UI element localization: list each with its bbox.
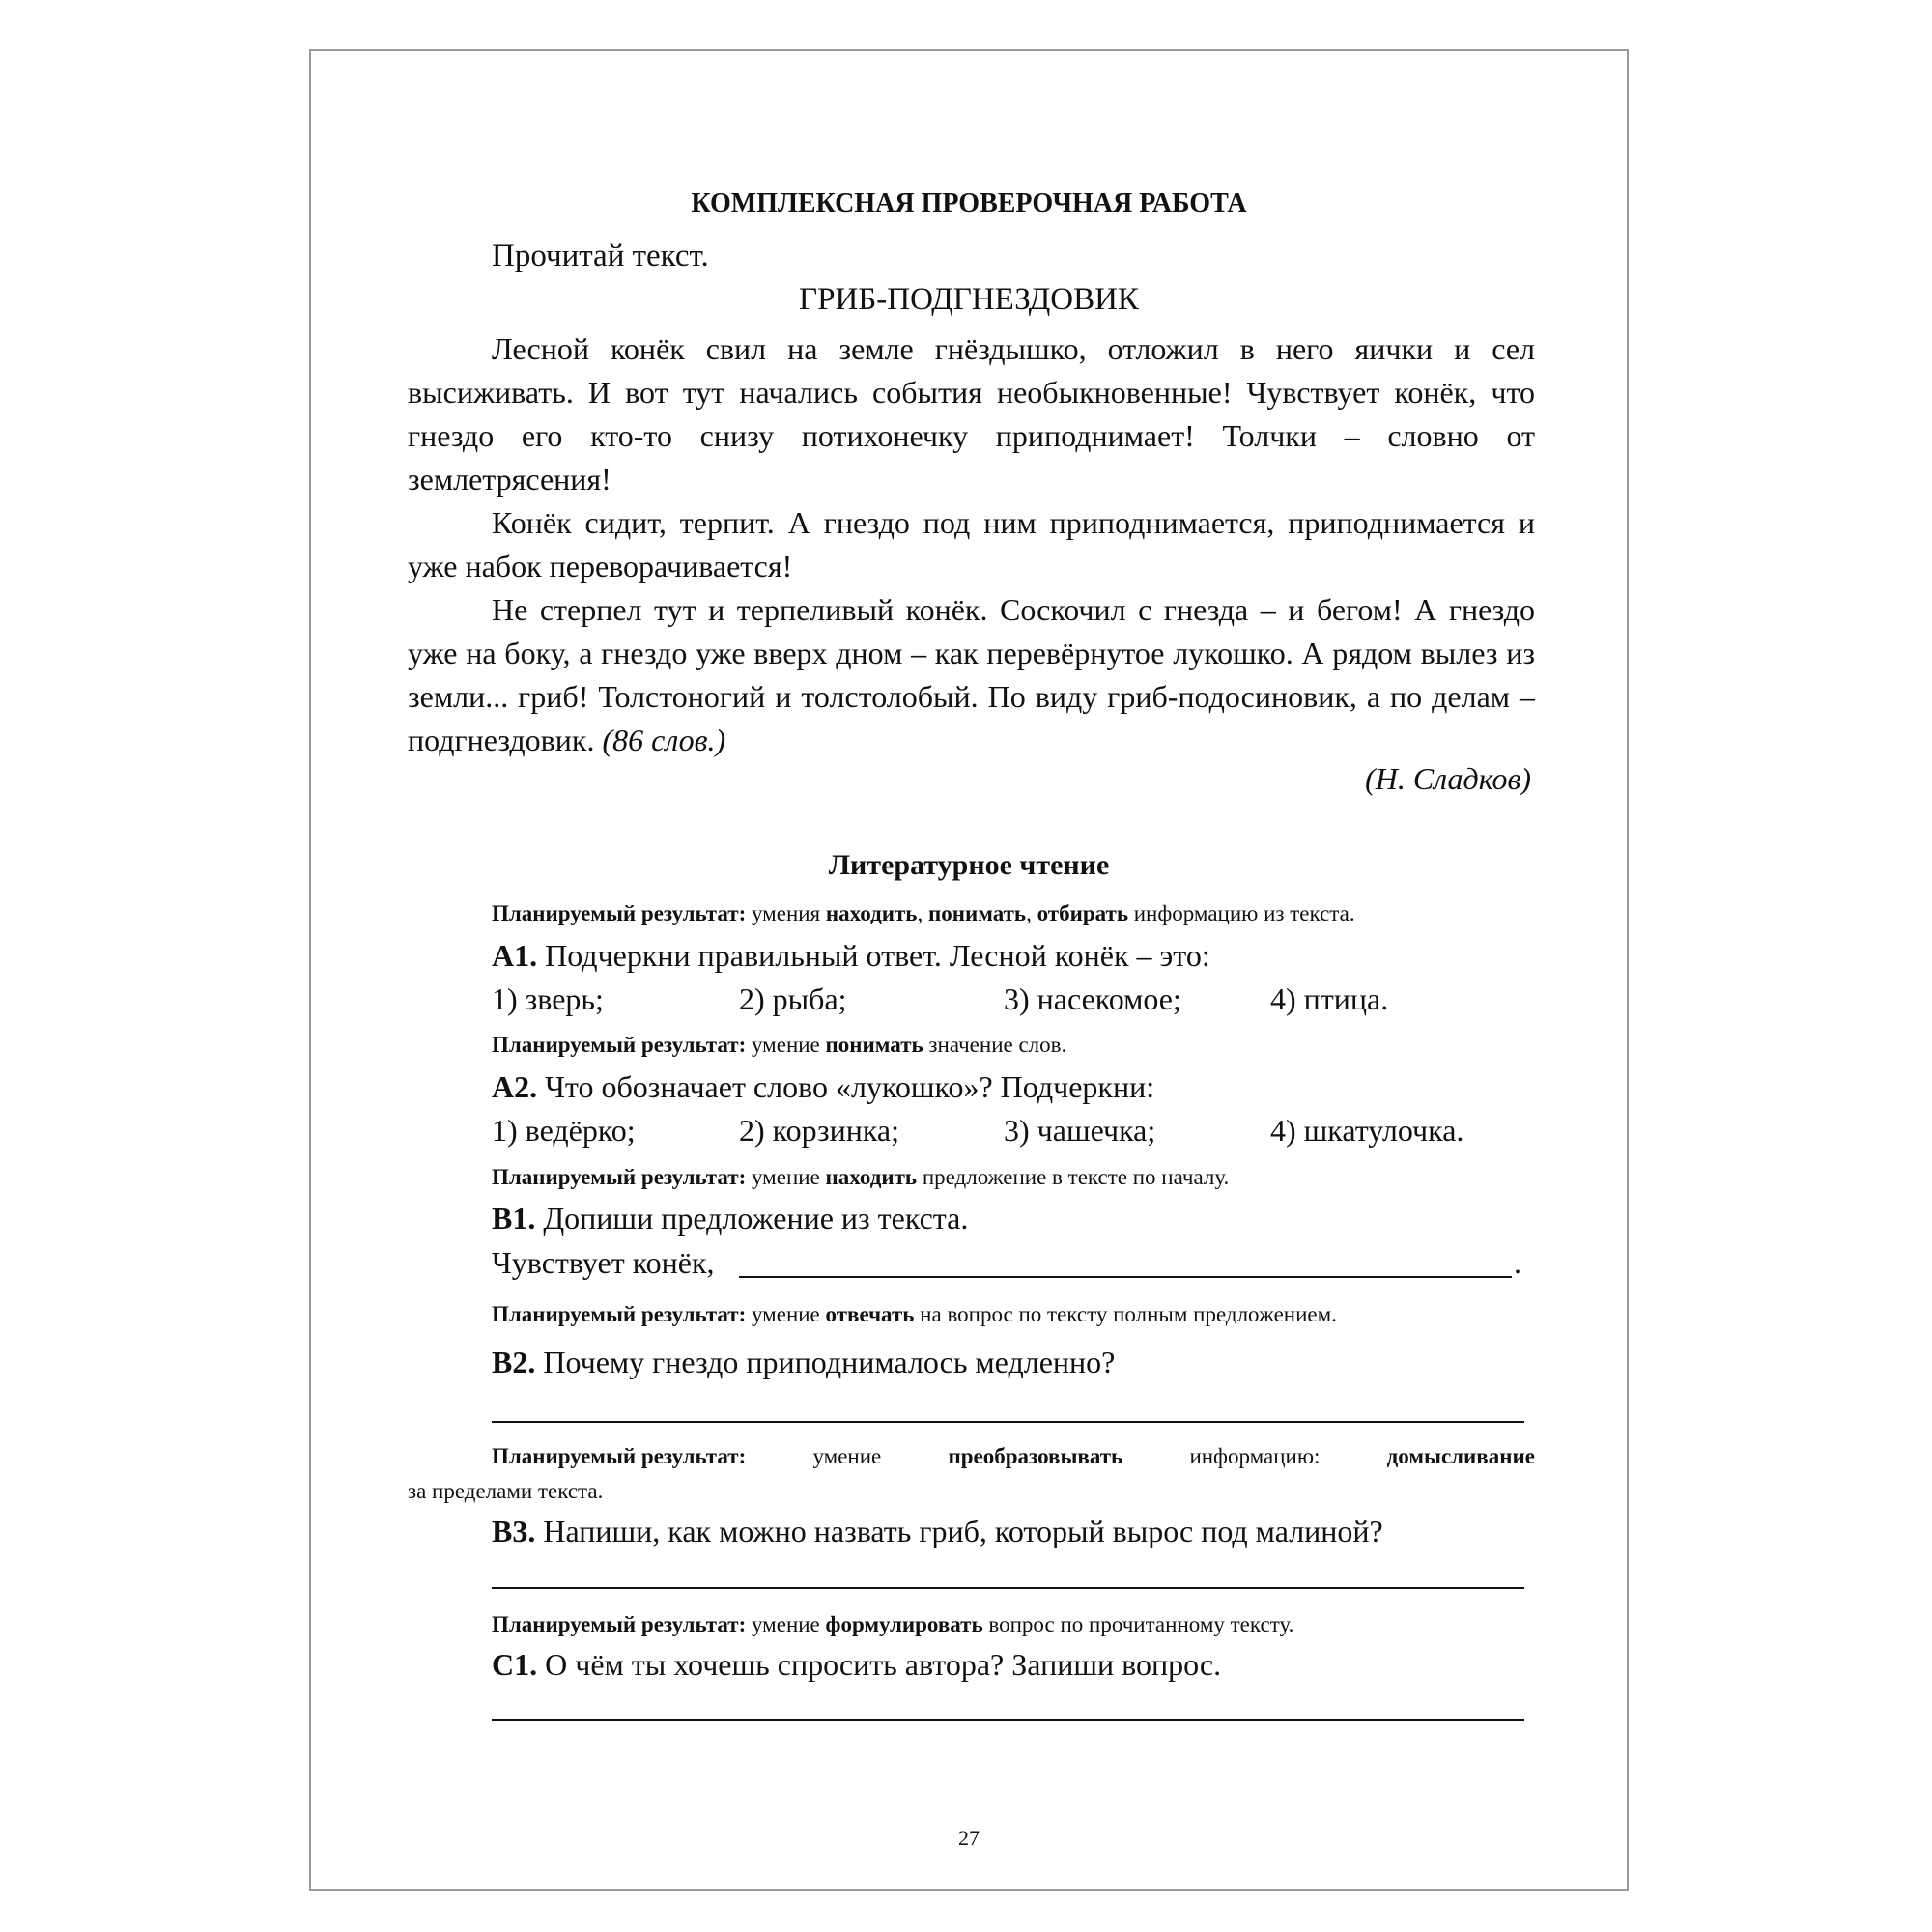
answer-option[interactable]: 3) насекомое; (1004, 981, 1181, 1016)
plan-label: Планируемый результат: (492, 1444, 747, 1468)
question-label: В3. (492, 1514, 536, 1548)
answer-line[interactable] (492, 1719, 1524, 1721)
question-label: В1. (492, 1201, 536, 1236)
answer-option[interactable]: 1) зверь; (492, 981, 604, 1016)
answer-line[interactable] (492, 1587, 1524, 1589)
answer-option[interactable]: 3) чашечка; (1004, 1113, 1156, 1148)
plan-label: Планируемый результат: (492, 1302, 747, 1326)
plan-label: Планируемый результат: (492, 1612, 747, 1636)
answer-end: . (1514, 1245, 1521, 1280)
question-b2: В2. Почему гнездо приподнималось медленно? (492, 1345, 1116, 1379)
answer-line[interactable] (739, 1276, 1512, 1278)
document-title: КОМПЛЕКСНАЯ ПРОВЕРОЧНАЯ РАБОТА (691, 188, 1247, 218)
question-label: А2. (492, 1069, 538, 1104)
answer-option[interactable]: 4) птица. (1270, 981, 1389, 1016)
author: (Н. Сладков) (1365, 761, 1531, 796)
story-paragraph-text: Не стерпел тут и терпеливый конёк. Соскочил с гнезда – и бегом! А гнездо уже на боку, а гнездо уже вверх дном – как перевёрнутое лукошко. А рядом вылез из земли... гриб! Толстоногий и толстолобый. По виду гриб-подосиновик, а по делам – подгнездовик. (408, 592, 1535, 757)
answer-start: Чувствует конёк, (492, 1245, 715, 1280)
plan-label: Планируемый результат: (492, 901, 747, 925)
story-text (408, 327, 1535, 762)
plan-result-c1: Планируемый результат: умение формулировать вопрос по прочитанному тексту. (492, 1612, 1294, 1636)
question-label: В2. (492, 1345, 536, 1379)
question-label: А1. (492, 938, 538, 973)
question-a2: А2. Что обозначает слово «лукошко»? Подчеркни: (492, 1069, 1155, 1104)
plan-result-a2: Планируемый результат: умение понимать значение слов. (492, 1033, 1067, 1057)
worksheet-page (309, 49, 1629, 1891)
story-paragraph: Конёк сидит, терпит. А гнездо под ним приподнимается, приподнимается и уже набок переворачивается! (408, 505, 1535, 583)
question-c1: С1. О чём ты хочешь спросить автора? Запиши вопрос. (492, 1647, 1222, 1682)
page-number: 27 (958, 1826, 980, 1850)
question-label: С1. (492, 1647, 538, 1682)
story-paragraph (408, 588, 1535, 762)
question-a1: А1. Подчеркни правильный ответ. Лесной конёк – это: (492, 938, 1210, 973)
story-paragraph: Лесной конёк свил на земле гнёздышко, отложил в него яички и сел высиживать. И вот тут начались события необыкновенные! Чувствует конёк, что гнездо его кто-то снизу потихонечку приподнимает! Толчки – словно от землетрясения! (408, 331, 1535, 497)
question-b3: В3. Напиши, как можно назвать гриб, который вырос под малиной? (492, 1514, 1383, 1548)
answer-line[interactable] (492, 1421, 1524, 1423)
answer-option[interactable]: 2) корзинка; (739, 1113, 900, 1148)
reading-instruction: Прочитай текст. (492, 239, 709, 273)
answer-option[interactable]: 4) шкатулочка. (1270, 1113, 1464, 1148)
plan-result-b3: Планируемый результат: умение преобразовывать информацию: домысливание за пределами текста. (408, 1439, 1535, 1509)
section-title: Литературное чтение (828, 849, 1110, 881)
story-title: ГРИБ-ПОДГНЕЗДОВИК (799, 282, 1139, 317)
word-count: (86 слов.) (602, 723, 726, 757)
plan-result-b2: Планируемый результат: умение отвечать на вопрос по тексту полным предложением. (492, 1302, 1337, 1326)
answer-option[interactable]: 1) ведёрко; (492, 1113, 636, 1148)
plan-label: Планируемый результат: (492, 1165, 747, 1189)
plan-result-b1: Планируемый результат: умение находить предложение в тексте по началу. (492, 1165, 1230, 1189)
plan-result-a1: Планируемый результат: умения находить, понимать, отбирать информацию из текста. (492, 901, 1355, 925)
plan-label: Планируемый результат: (492, 1033, 747, 1057)
answer-option[interactable]: 2) рыба; (739, 981, 847, 1016)
question-b1: В1. Допиши предложение из текста. (492, 1201, 969, 1236)
